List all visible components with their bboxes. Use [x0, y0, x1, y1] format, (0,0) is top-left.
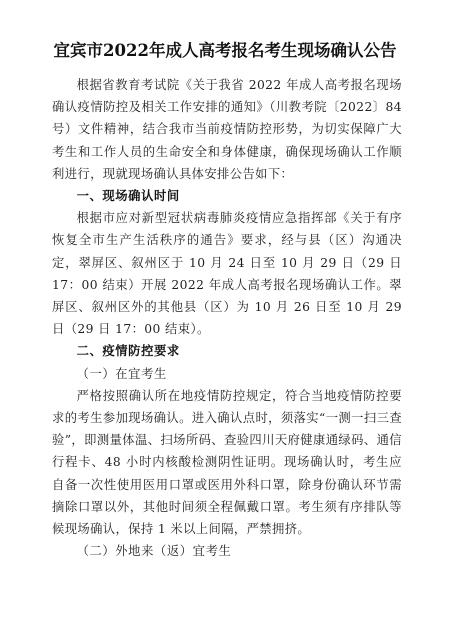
local-candidates-paragraph: 严格按照确认所在地疫情防控规定，符合当地疫情防控要求的考生参加现场确认。进入确认点时，须落实“一测一扫三查验”，即测量体温、扫场所码、查验四川天府健康通绿码、通信行程卡、48 小时内核酸检测阴性证明。现场确认时，考生应自备一次性使用医用口罩或医用外科口罩，除身份确认环节需摘除口罩以外，其他时间须全程佩戴口罩。考生须有序排队等候现场确认，保持 1 米以上间隔，严禁拥挤。: [52, 388, 402, 537]
document-title: 宜宾市2022年成人高考报名考生现场确认公告: [53, 41, 397, 60]
intro-paragraph: 根据省教育考试院《关于我省 2022 年成人高考报名现场确认疫情防控及相关工作安排的通知》（川教考院〔2022〕84 号）文件精神，结合我市当前疫情防控形势，为切实保障广大考生和工作人员的生命安全和身体健康，确保现场确认工作顺利进行，现就现场确认具体安排公告如下：: [52, 78, 402, 181]
section-heading-epidemic: 二、疫情防控要求: [76, 344, 180, 359]
document-body: [52, 74, 402, 562]
subheading-local-candidates: （一）在宜考生: [76, 366, 167, 381]
section-time-paragraph: 根据市应对新型冠状病毒肺炎疫情应急指挥部《关于有序恢复全市生产生活秩序的通告》要求，经与县（区）沟通决定，翠屏区、叙州区于 10 月 24 日至 10 月 29 日（29 日 17：00 结束）开展 2022 年成人高考报名现场确认工作。翠屏区、叙州区外的其他县（区）为 10 月 26 日至 10 月 29 日（29 日 17：00 结束）。: [52, 211, 402, 337]
subheading-returning-candidates: （二）外地来（返）宜考生: [76, 544, 232, 559]
section-heading-time: 一、现场确认时间: [76, 189, 180, 204]
